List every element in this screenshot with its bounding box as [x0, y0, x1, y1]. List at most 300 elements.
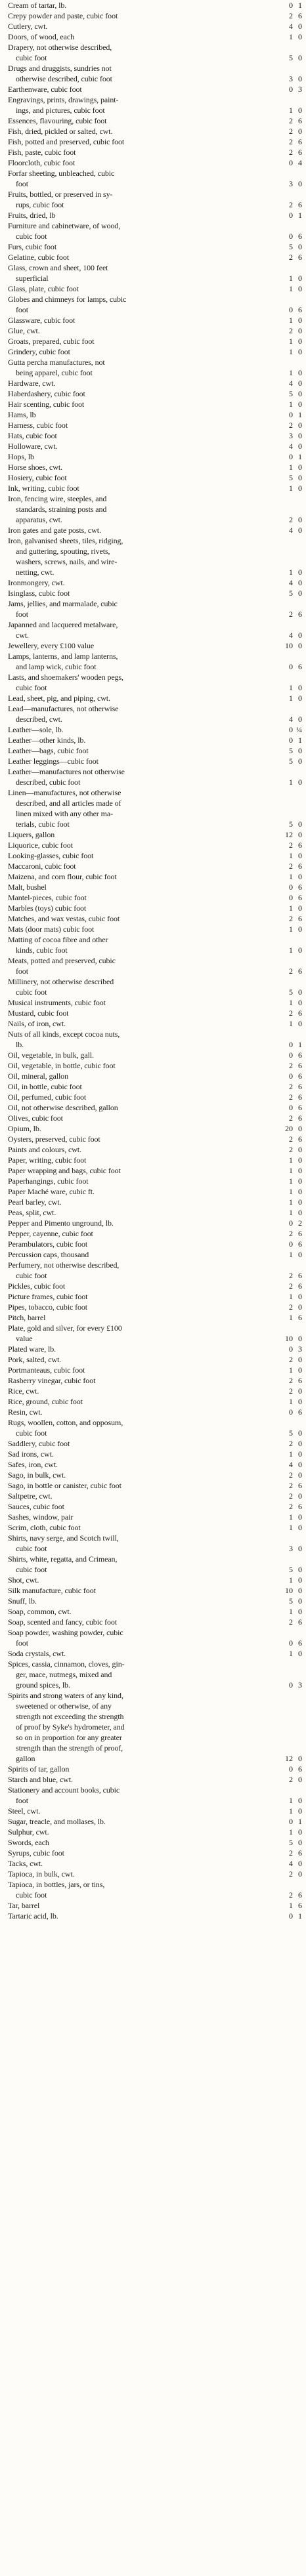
duty-amount — [256, 1774, 302, 1785]
tariff-row-continuation — [8, 1795, 302, 1806]
pence-value: 0 — [298, 820, 302, 829]
pence-value: 0 — [298, 431, 302, 440]
shillings-value: 3 — [289, 431, 293, 440]
tariff-row — [8, 378, 302, 388]
item-description: Plate, gold and silver, for every £100 — [8, 1323, 122, 1333]
item-description: Fish, potted and preserved, cubic foot — [8, 137, 125, 146]
pence-value: 0 — [298, 1166, 302, 1175]
shillings-value: 1 — [289, 284, 293, 293]
shillings-value: 2 — [289, 1848, 293, 1858]
tariff-row — [8, 10, 302, 21]
shillings-value: 2 — [289, 1092, 293, 1102]
tariff-row-continuation — [8, 504, 302, 514]
pence-value: 0 — [298, 1124, 302, 1133]
duty-amount — [256, 1018, 302, 1029]
shillings-value: 0 — [289, 883, 293, 892]
shillings-value: 5 — [289, 820, 293, 829]
pence-value: 6 — [298, 1092, 302, 1102]
tariff-row-continuation — [8, 808, 302, 819]
item-description: Lasts, and shoemakers' wooden pegs, — [8, 673, 123, 682]
pence-value: 0 — [298, 284, 302, 293]
item-description: Forfar sheeting, unbleached, cubic — [8, 169, 115, 178]
shillings-value: 0 — [289, 410, 293, 419]
shillings-value: 1 — [289, 1197, 293, 1207]
item-description: Steel, cwt. — [8, 1806, 41, 1816]
item-description: Sulphur, cwt. — [8, 1827, 49, 1837]
tariff-row — [8, 493, 302, 504]
pence-value: 0 — [298, 1754, 302, 1763]
pence-value: 1 — [298, 736, 302, 745]
tariff-row — [8, 1900, 302, 1911]
item-description: Matches, and wax vestas, cubic foot — [8, 914, 120, 923]
duty-amount — [256, 997, 302, 1008]
duty-amount — [256, 777, 302, 787]
shillings-value: 1 — [289, 1827, 293, 1837]
tariff-row — [8, 84, 302, 94]
shillings-value: 12 — [285, 1754, 293, 1763]
tariff-row-continuation — [8, 231, 302, 241]
shillings-value: 0 — [289, 893, 293, 902]
pence-value: 0 — [298, 641, 302, 650]
item-description: Maizena, and corn flour, cubic foot — [8, 872, 117, 881]
tariff-row — [8, 31, 302, 42]
tariff-row — [8, 1354, 302, 1365]
pence-value: 0 — [298, 945, 302, 955]
tariff-row — [8, 997, 302, 1008]
tariff-row — [8, 1102, 302, 1113]
tariff-row — [8, 1648, 302, 1659]
pence-value: 3 — [298, 85, 302, 94]
duty-amount — [256, 1165, 302, 1176]
tariff-row — [8, 472, 302, 483]
item-description: so on in proportion for any greater — [16, 1733, 122, 1742]
tariff-row — [8, 1323, 302, 1333]
duty-amount — [256, 1354, 302, 1365]
pence-value: 0 — [298, 1355, 302, 1364]
item-description: Japanned and lacquered metalware, — [8, 620, 118, 629]
pence-value: 6 — [298, 1901, 302, 1910]
pence-value: 0 — [298, 904, 302, 913]
item-description: Picture frames, cubic foot — [8, 1292, 88, 1301]
tariff-row — [8, 1144, 302, 1155]
item-description: Drugs and druggists, sundries not — [8, 64, 112, 73]
duty-amount — [256, 525, 302, 535]
pence-value: 6 — [298, 1082, 302, 1091]
duty-amount — [256, 283, 302, 294]
tariff-row — [8, 252, 302, 262]
shillings-value: 1 — [289, 1397, 293, 1406]
pence-value: 0 — [298, 1365, 302, 1375]
shillings-value: 5 — [289, 473, 293, 482]
duty-amount — [256, 1039, 302, 1050]
pence-value: 3 — [298, 1680, 302, 1690]
tariff-row — [8, 1092, 302, 1102]
pence-value: 0 — [298, 1019, 302, 1028]
shillings-value: 0 — [289, 1239, 293, 1249]
duty-amount — [256, 892, 302, 903]
shillings-value: 1 — [289, 1155, 293, 1165]
shillings-value: 1 — [289, 1365, 293, 1375]
item-description: Silk manufacture, cubic foot — [8, 1586, 96, 1595]
duty-amount — [256, 52, 302, 63]
tariff-row — [8, 525, 302, 535]
item-description: linen mixed with any other ma- — [16, 809, 113, 818]
duty-amount — [256, 1606, 302, 1617]
tariff-row-continuation — [8, 52, 302, 63]
tariff-row — [8, 693, 302, 703]
shillings-value: 2 — [289, 515, 293, 524]
duty-amount — [256, 1155, 302, 1165]
shillings-value: 1 — [289, 368, 293, 377]
duty-amount — [256, 1837, 302, 1848]
tariff-row — [8, 1627, 302, 1638]
pence-value: 6 — [298, 116, 302, 125]
pence-value: 6 — [298, 253, 302, 262]
shillings-value: 1 — [289, 1313, 293, 1322]
item-description: Pepper and Pimento unground, lb. — [8, 1218, 114, 1228]
tariff-row — [8, 1155, 302, 1165]
item-description: Engravings, prints, drawings, paint- — [8, 95, 119, 104]
item-description: foot — [16, 610, 28, 619]
pence-value: 0 — [298, 242, 302, 251]
shillings-value: 1 — [289, 945, 293, 955]
shillings-value: 2 — [289, 1008, 293, 1018]
shillings-value: 2 — [289, 610, 293, 619]
tariff-row-continuation — [8, 1669, 302, 1680]
pence-value: 0 — [298, 127, 302, 136]
shillings-value: 0 — [289, 1344, 293, 1354]
duty-amount — [256, 1312, 302, 1323]
item-description: Cream of tartar, lb. — [8, 1, 67, 10]
tariff-row — [8, 157, 302, 168]
tariff-row — [8, 1365, 302, 1375]
item-description: Saltpetre, cwt. — [8, 1491, 53, 1501]
pence-value: 3 — [298, 1344, 302, 1354]
shillings-value: 1 — [289, 1449, 293, 1459]
pence-value: 1 — [298, 1911, 302, 1921]
tariff-row — [8, 1228, 302, 1239]
shillings-value: 0 — [289, 305, 293, 314]
tariff-row — [8, 21, 302, 31]
pence-value: 6 — [298, 1071, 302, 1081]
pence-value: ¼ — [296, 725, 302, 734]
item-description: Haberdashery, cubic foot — [8, 389, 85, 398]
pence-value: 0 — [298, 1491, 302, 1501]
shillings-value: 2 — [289, 1376, 293, 1385]
item-description: Glass, crown and sheet, 100 feet — [8, 263, 108, 272]
item-description: Mats (door mats) cubic foot — [8, 924, 95, 934]
item-description: ground spices, lb. — [16, 1680, 70, 1690]
duty-amount — [256, 73, 302, 84]
shillings-value: 1 — [289, 484, 293, 493]
shillings-value: 1 — [289, 1575, 293, 1585]
pence-value: 0 — [298, 1449, 302, 1459]
item-description: Leather—bags, cubic foot — [8, 746, 89, 755]
item-description: foot — [16, 305, 28, 314]
item-description: Matting of cocoa fibre and other — [8, 935, 108, 944]
tariff-row-continuation — [8, 1039, 302, 1050]
tariff-row — [8, 1470, 302, 1480]
item-description: foot — [16, 1638, 28, 1648]
shillings-value: 1 — [289, 106, 293, 115]
shillings-value: 2 — [289, 1134, 293, 1144]
shillings-value: 0 — [289, 1680, 293, 1690]
item-description: Fish, paste, cubic foot — [8, 148, 76, 157]
item-description: Sago, in bottle or canister, cubic foot — [8, 1481, 121, 1490]
tariff-row-continuation — [8, 73, 302, 84]
tariff-row — [8, 1417, 302, 1428]
tariff-row — [8, 94, 302, 105]
item-description: Paints and colours, cwt. — [8, 1145, 81, 1154]
tariff-row — [8, 1312, 302, 1323]
pence-value: 0 — [298, 389, 302, 398]
pence-value: 6 — [298, 1638, 302, 1648]
shillings-value: 0 — [289, 1638, 293, 1648]
item-description: Jams, jellies, and marmalade, cubic — [8, 599, 118, 608]
tariff-row — [8, 1344, 302, 1354]
duty-amount — [256, 1428, 302, 1438]
item-description: Oil, mineral, gallon — [8, 1071, 68, 1081]
shillings-value: 1 — [289, 316, 293, 325]
duty-amount — [256, 1543, 302, 1554]
item-description: Millinery, not otherwise described — [8, 977, 114, 986]
shillings-value: 1 — [289, 1187, 293, 1196]
item-description: Resin, cwt. — [8, 1407, 43, 1417]
item-description: cubic foot — [16, 1544, 47, 1553]
shillings-value: 2 — [289, 1082, 293, 1091]
item-description: being apparel, cubic foot — [16, 368, 93, 377]
pence-value: 6 — [298, 148, 302, 157]
item-description: Oil, vegetable, in bottle, cubic foot — [8, 1061, 116, 1070]
duty-amount — [256, 1365, 302, 1375]
shillings-value: 2 — [289, 1229, 293, 1238]
pence-value: 0 — [298, 631, 302, 640]
pence-value: 0 — [298, 998, 302, 1007]
tariff-row — [8, 619, 302, 630]
duty-amount — [256, 273, 302, 283]
pence-value: 6 — [298, 1502, 302, 1511]
duty-amount — [256, 1680, 302, 1690]
duty-amount — [256, 1617, 302, 1627]
pence-value: 0 — [298, 1155, 302, 1165]
duty-amount — [256, 1123, 302, 1134]
duty-amount — [256, 147, 302, 157]
shillings-value: 5 — [289, 987, 293, 997]
tariff-row — [8, 955, 302, 966]
pence-value: 6 — [298, 662, 302, 671]
shillings-value: 4 — [289, 715, 293, 724]
item-description: Iron gates and gate posts, cwt. — [8, 526, 101, 535]
shillings-value: 1 — [289, 1166, 293, 1175]
tariff-row — [8, 451, 302, 462]
duty-amount — [256, 1197, 302, 1207]
duty-amount — [256, 945, 302, 955]
item-description: cubic foot — [16, 683, 47, 692]
pence-value: 0 — [298, 1397, 302, 1406]
tariff-row-continuation — [8, 630, 302, 640]
pence-value: 0 — [298, 1586, 302, 1595]
pence-value: 0 — [298, 1145, 302, 1154]
item-description: Syrups, cubic foot — [8, 1848, 64, 1858]
shillings-value: 2 — [289, 127, 293, 136]
shillings-value: 2 — [289, 841, 293, 850]
item-description: Holloware, cwt. — [8, 442, 58, 451]
tariff-row — [8, 346, 302, 357]
duty-amount — [256, 1333, 302, 1344]
tariff-row — [8, 1291, 302, 1302]
item-description: Rice, ground, cubic foot — [8, 1397, 83, 1406]
tariff-row-continuation — [8, 273, 302, 283]
duty-amount — [256, 882, 302, 892]
tariff-row — [8, 315, 302, 325]
pence-value: 6 — [298, 1281, 302, 1291]
tariff-row — [8, 241, 302, 252]
shillings-value: 2 — [289, 1145, 293, 1154]
pence-value: 6 — [298, 1134, 302, 1144]
pence-value: 0 — [298, 568, 302, 577]
pence-value: 6 — [298, 1239, 302, 1249]
shillings-value: 1 — [289, 1019, 293, 1028]
tariff-row — [8, 357, 302, 367]
item-description: Tartaric acid, lb. — [8, 1911, 58, 1921]
pence-value: 0 — [298, 368, 302, 377]
item-description: Leather leggings—cubic foot — [8, 757, 98, 766]
duty-amount — [256, 1081, 302, 1092]
tariff-row — [8, 1491, 302, 1501]
item-description: Liquers, gallon — [8, 830, 55, 839]
item-description: Snuff, lb. — [8, 1596, 37, 1606]
pence-value: 0 — [298, 1250, 302, 1259]
item-description: foot — [16, 1796, 28, 1805]
tariff-row — [8, 588, 302, 598]
tariff-row — [8, 1302, 302, 1312]
tariff-row — [8, 126, 302, 136]
item-description: Musical instruments, cubic foot — [8, 998, 106, 1007]
item-description: Shirts, navy serge, and Scotch twill, — [8, 1533, 119, 1543]
item-description: Glassware, cubic foot — [8, 316, 76, 325]
pence-value: 0 — [298, 1607, 302, 1616]
tariff-row-continuation — [8, 1743, 302, 1753]
pence-value: 0 — [298, 924, 302, 934]
shillings-value: 4 — [289, 1859, 293, 1868]
pence-value: 0 — [298, 1386, 302, 1396]
duty-amount — [256, 924, 302, 934]
duty-amount — [256, 714, 302, 724]
duty-amount — [256, 1764, 302, 1774]
duty-amount — [256, 1816, 302, 1827]
pence-value: 6 — [298, 1103, 302, 1112]
pence-value: 0 — [298, 1460, 302, 1469]
shillings-value: 1 — [289, 1901, 293, 1910]
tariff-row — [8, 1596, 302, 1606]
shillings-value: 5 — [289, 1838, 293, 1847]
item-description: Hams, lb — [8, 410, 36, 419]
shillings-value: 2 — [289, 200, 293, 209]
tariff-row — [8, 283, 302, 294]
pence-value: 0 — [298, 1827, 302, 1837]
pence-value: 0 — [298, 1470, 302, 1480]
shillings-value: 5 — [289, 242, 293, 251]
item-description: and lamp wick, cubic foot — [16, 662, 97, 671]
tariff-row — [8, 1459, 302, 1470]
shillings-value: 5 — [289, 589, 293, 598]
tariff-row — [8, 1512, 302, 1522]
shillings-value: 0 — [289, 85, 293, 94]
tariff-row — [8, 535, 302, 546]
item-description: Spices, cassia, cinnamon, cloves, gin- — [8, 1659, 125, 1669]
item-description: apparatus, cwt. — [16, 515, 62, 524]
pence-value: 0 — [298, 442, 302, 451]
tariff-row — [8, 220, 302, 231]
tariff-row — [8, 871, 302, 882]
tariff-row-continuation — [8, 178, 302, 189]
duty-amount — [256, 105, 302, 115]
shillings-value: 2 — [289, 148, 293, 157]
pence-value: 0 — [298, 1775, 302, 1784]
item-description: Percussion caps, thousand — [8, 1250, 89, 1259]
tariff-row-continuation — [8, 199, 302, 210]
tariff-row-continuation — [8, 1722, 302, 1732]
pence-value: 0 — [298, 1806, 302, 1816]
shillings-value: 4 — [289, 1460, 293, 1469]
pence-value: 6 — [298, 1848, 302, 1858]
item-description: Doors, of wood, each — [8, 32, 74, 41]
pence-value: 0 — [298, 316, 302, 325]
shillings-value: 2 — [289, 1302, 293, 1312]
item-description: Fish, dried, pickled or salted, cwt. — [8, 127, 113, 136]
shillings-value: 0 — [289, 1103, 293, 1112]
item-description: cubic foot — [16, 1565, 47, 1574]
tariff-row-continuation — [8, 1564, 302, 1575]
shillings-value: 2 — [289, 1113, 293, 1123]
tariff-row — [8, 703, 302, 714]
pence-value: 1 — [298, 1817, 302, 1826]
duty-amount — [256, 0, 302, 10]
pence-value: 2 — [298, 1218, 302, 1228]
duty-amount — [256, 1585, 302, 1596]
duty-amount — [256, 199, 302, 210]
item-description: Paper Maché ware, cubic ft. — [8, 1187, 95, 1196]
tariff-row — [8, 745, 302, 756]
item-description: Globes and chimneys for lamps, cubic — [8, 295, 127, 304]
duty-amount — [256, 756, 302, 766]
duty-amount — [256, 682, 302, 693]
duty-amount — [256, 388, 302, 399]
tariff-row — [8, 1438, 302, 1449]
shillings-value: 2 — [289, 1281, 293, 1291]
pence-value: 0 — [298, 379, 302, 388]
duty-amount — [256, 840, 302, 850]
shillings-value: 0 — [289, 1817, 293, 1826]
pence-value: 6 — [298, 1617, 302, 1627]
duty-amount — [256, 1638, 302, 1648]
item-description: Glass, plate, cubic foot — [8, 284, 79, 293]
shillings-value: 12 — [285, 830, 293, 839]
tariff-row-continuation — [8, 1333, 302, 1344]
tariff-row-continuation — [8, 682, 302, 693]
pence-value: 0 — [298, 32, 302, 41]
pence-value: 0 — [298, 22, 302, 31]
duty-amount — [256, 1144, 302, 1155]
duty-amount — [256, 21, 302, 31]
tariff-row — [8, 1533, 302, 1543]
shillings-value: 0 — [289, 1764, 293, 1774]
shillings-value: 1 — [289, 1523, 293, 1532]
item-description: Oil, perfumed, cubic foot — [8, 1092, 87, 1102]
pence-value: 6 — [298, 1764, 302, 1774]
tariff-row-continuation — [8, 1428, 302, 1438]
tariff-row-continuation — [8, 966, 302, 976]
